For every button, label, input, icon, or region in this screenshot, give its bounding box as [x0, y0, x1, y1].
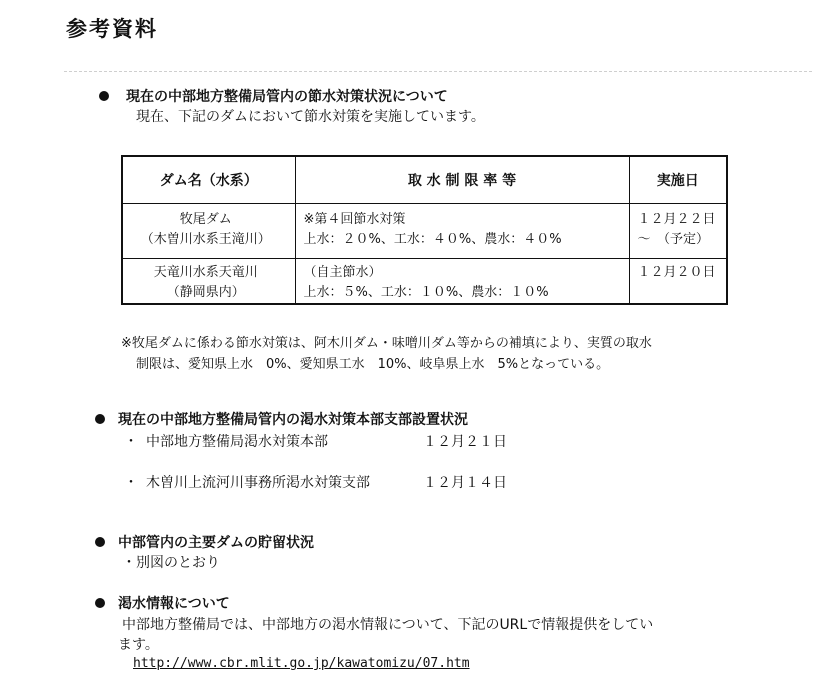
bullet-icon [95, 598, 105, 608]
dam-name: 牧尾ダム [179, 212, 232, 227]
office-date: １２月２１日 [423, 434, 507, 450]
list-item-marker: ・ [124, 475, 138, 491]
table-header-row [122, 156, 727, 204]
dam-river-system: （静岡県内） [166, 285, 245, 300]
list-item-marker: ・ [124, 434, 138, 450]
section4-text-line-2: ます。 [118, 637, 159, 653]
restriction-cell [295, 204, 629, 259]
restriction-rates: 上水：２０%、工水：４０%、農水：４０% [303, 232, 562, 247]
bullet-icon [95, 414, 105, 424]
date-note: ～ （予定） [637, 232, 710, 247]
table-row [122, 259, 727, 305]
page-title: 参考資料 [66, 17, 158, 41]
office-name: 中部地方整備局渇水対策本部 [146, 434, 328, 450]
section4-heading: 渇水情報について [118, 596, 230, 612]
date-value: １２月２２日 [637, 212, 716, 227]
restriction-label: （自主節水） [303, 265, 382, 280]
restriction-rates: 上水：５%、工水：１０%、農水：１０% [303, 285, 549, 300]
dam-name-cell [122, 204, 295, 259]
dam-table [121, 155, 728, 305]
dam-river-system: （木曽川水系王滝川） [140, 232, 271, 247]
date-value: １２月２０日 [637, 265, 716, 280]
header-dam-name: ダム名（水系） [122, 156, 295, 204]
dam-name-cell [122, 259, 295, 305]
section1-heading: 現在の中部地方整備局管内の節水対策状況について [126, 89, 448, 105]
info-url-link[interactable]: http://www.cbr.mlit.go.jp/kawatomizu/07.htm [133, 656, 470, 671]
bullet-icon [99, 91, 109, 101]
office-name: 木曽川上流河川事務所渇水対策支部 [146, 475, 370, 491]
note-line-1: ※牧尾ダムに係わる節水対策は、阿木川ダム・味噌川ダム等からの補填により、実質の取水 [121, 336, 652, 351]
header-restriction: 取 水 制 限 率 等 [295, 156, 629, 204]
restriction-cell [295, 259, 629, 305]
date-cell [629, 204, 727, 259]
section1-subtext: 現在、下記のダムにおいて節水対策を実施しています。 [136, 109, 485, 125]
header-date: 実施日 [629, 156, 727, 204]
office-date: １２月１４日 [423, 475, 507, 491]
dam-name: 天竜川水系天竜川 [153, 265, 258, 280]
bullet-icon [95, 537, 105, 547]
section3-item: ・別図のとおり [122, 555, 220, 571]
table-row [122, 204, 727, 259]
section3-heading: 中部管内の主要ダムの貯留状況 [118, 535, 314, 551]
divider [64, 71, 812, 72]
section2-heading: 現在の中部地方整備局管内の渇水対策本部支部設置状況 [118, 412, 468, 428]
section4-text-line-1: 中部地方整備局では、中部地方の渇水情報について、下記のURLで情報提供をしてい [122, 617, 654, 633]
restriction-label: ※第４回節水対策 [303, 212, 406, 227]
note-line-2: 制限は、愛知県上水 0%、愛知県工水 10%、岐阜県上水 5%となっている。 [136, 357, 610, 372]
date-cell [629, 259, 727, 305]
